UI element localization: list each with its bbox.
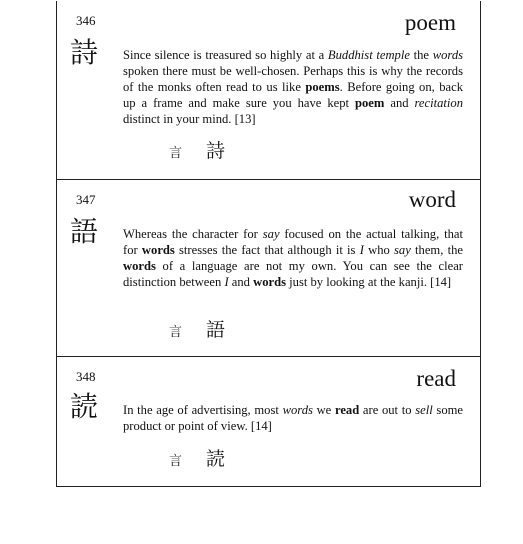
story-keyword: poem xyxy=(355,96,385,110)
primitive-kanji: 語 xyxy=(206,319,226,341)
frame-347 xyxy=(57,180,480,357)
frame-primitives xyxy=(169,448,225,473)
story-emphasis: say xyxy=(394,243,411,257)
story-text: In the age of advertising, most xyxy=(123,403,283,417)
story-keyword: poems xyxy=(305,80,340,94)
story-text: focused on the actual talking, that for xyxy=(123,227,464,257)
story-text: them, the xyxy=(410,243,463,257)
story-keyword: words xyxy=(253,275,287,289)
story-text: Whereas the character for xyxy=(123,227,263,241)
story-text: distinct in your mind. [13] xyxy=(123,112,256,126)
frame-keyword: word xyxy=(408,187,456,212)
frame-story xyxy=(123,47,463,127)
primitive-component: 言 xyxy=(169,454,183,469)
story-emphasis: Buddhist temple xyxy=(327,48,410,62)
story-text: Since silence is treasured so highly at a xyxy=(123,48,328,62)
story-text: some product or point of view. [14] xyxy=(123,403,464,433)
story-emphasis: I xyxy=(359,243,364,257)
story-text: stresses the fact that although it is xyxy=(174,243,360,257)
frame-number: 348 xyxy=(76,369,96,384)
story-keyword: words xyxy=(141,243,175,257)
frame-keyword: poem xyxy=(404,10,456,35)
frame-primitives xyxy=(169,140,225,165)
frame-348 xyxy=(57,357,480,487)
primitive-kanji: 読 xyxy=(206,448,226,470)
frame-story xyxy=(123,226,463,290)
primitive-component: 言 xyxy=(169,146,183,161)
story-text: . Before going on, back up a frame and make sure you have kept xyxy=(123,80,463,110)
story-text: and xyxy=(228,275,254,289)
frame-number: 346 xyxy=(76,13,96,28)
story-emphasis: sell xyxy=(415,403,433,417)
story-text: of a language are not my own. You can see the clear distinction between xyxy=(123,259,463,289)
story-text: spoken there must be well-chosen. Perhaps this is why the records of the monks often read to us like xyxy=(123,64,463,94)
story-text: the xyxy=(409,48,433,62)
story-text: just by looking at the kanji. [14] xyxy=(286,275,452,289)
primitive-kanji: 詩 xyxy=(206,140,226,162)
primitive-component: 言 xyxy=(169,325,183,340)
story-emphasis: say xyxy=(262,227,280,241)
book-page xyxy=(56,1,481,487)
story-keyword: read xyxy=(334,403,360,417)
story-emphasis: words xyxy=(432,48,464,62)
frame-number: 347 xyxy=(76,192,96,207)
story-text: who xyxy=(363,243,395,257)
frame-kanji: 語 xyxy=(70,215,99,248)
frame-keyword: read xyxy=(416,366,456,391)
frame-kanji: 読 xyxy=(70,390,99,423)
story-emphasis: I xyxy=(224,275,229,289)
story-text: we xyxy=(312,403,335,417)
frame-kanji: 詩 xyxy=(70,36,99,69)
frame-primitives xyxy=(169,319,225,344)
story-emphasis: words xyxy=(282,403,313,417)
frame-346 xyxy=(57,1,480,180)
story-emphasis: recitation xyxy=(414,96,463,110)
frame-story xyxy=(123,402,463,434)
story-text: are out to xyxy=(359,403,416,417)
story-text: and xyxy=(384,96,415,110)
story-keyword: words xyxy=(123,259,156,273)
